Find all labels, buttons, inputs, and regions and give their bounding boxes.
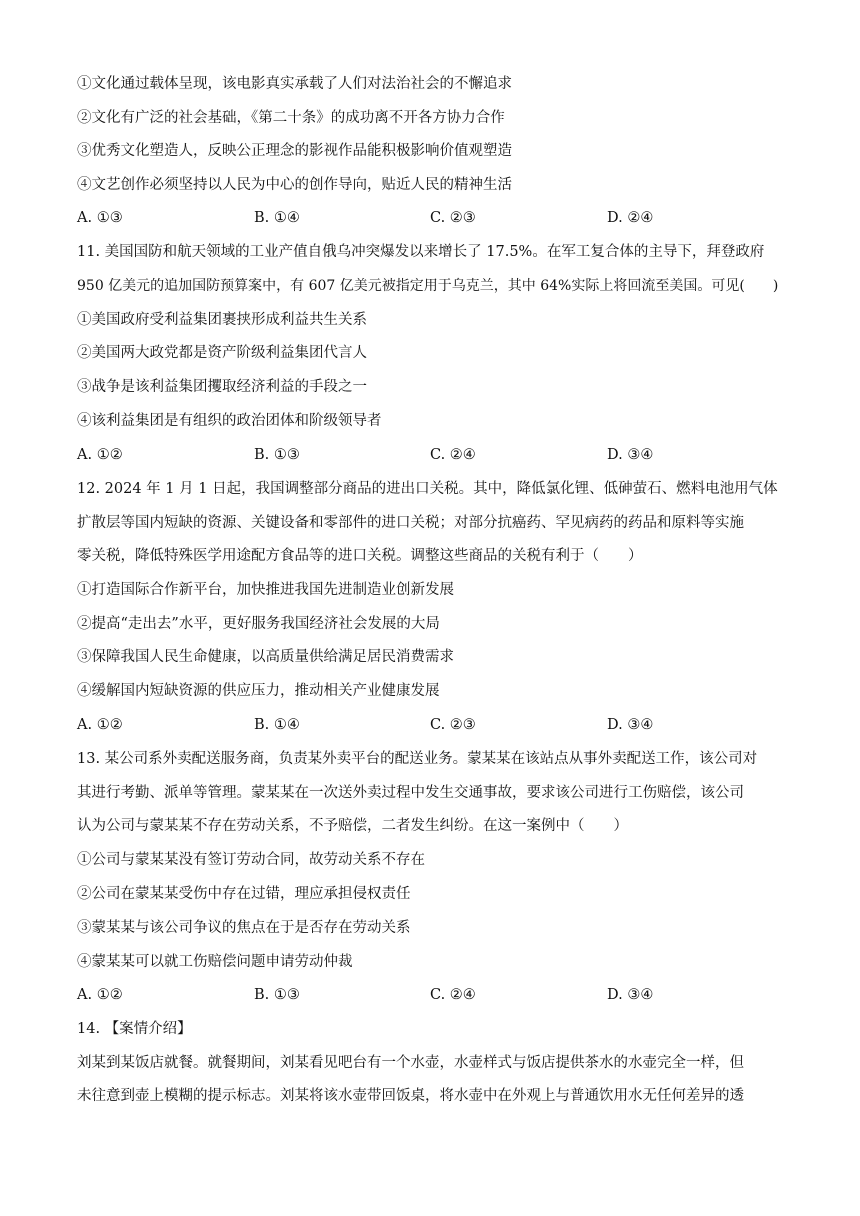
q10-statement-4: ④文艺创作必须坚持以人民为中心的创作导向，贴近人民的精神生活 bbox=[77, 177, 512, 193]
q10-statement-3: ③优秀文化塑造人，反映公正理念的影视作品能积极影响价值观塑造 bbox=[77, 143, 512, 159]
q12-stem-line-1: 12. 2024 年 1 月 1 日起，我国调整部分商品的进出口关税。其中，降低氯化锂、低砷萤石、燃料电池用气体 bbox=[77, 481, 778, 497]
q12-option-a: A. ①② bbox=[77, 717, 123, 733]
q11-statement-3: ③战争是该利益集团攫取经济利益的手段之一 bbox=[77, 379, 367, 395]
q13-option-d: D. ③④ bbox=[607, 987, 654, 1003]
q11-statement-2: ②美国两大政党都是资产阶级利益集团代言人 bbox=[77, 345, 367, 361]
q13-statement-3: ③蒙某某与该公司争议的焦点在于是否存在劳动关系 bbox=[77, 920, 411, 936]
q13-stem-line-2: 其进行考勤、派单等管理。蒙某某在一次送外卖过程中发生交通事故，要求该公司进行工伤赔偿，该公司 bbox=[77, 785, 744, 801]
q12-statement-4: ④缓解国内短缺资源的供应压力，推动相关产业健康发展 bbox=[77, 683, 440, 699]
q11-stem-line-1: 11. 美国国防和航天领域的工业产值自俄乌冲突爆发以来增长了 17.5%。在军工复合体的主导下，拜登政府 bbox=[77, 244, 765, 260]
q13-option-c: C. ②④ bbox=[430, 987, 476, 1003]
q12-option-b: B. ①④ bbox=[254, 717, 300, 733]
q12-stem-line-2: 扩散层等国内短缺的资源、关键设备和零部件的进口关税；对部分抗癌药、罕见病药的药品和原料等实施 bbox=[77, 515, 744, 531]
q10-option-c: C. ②③ bbox=[430, 210, 476, 226]
q13-statement-4: ④蒙某某可以就工伤赔偿问题申请劳动仲裁 bbox=[77, 954, 353, 970]
q10-option-a: A. ①③ bbox=[77, 210, 123, 226]
q12-stem-line-3: 零关税，降低特殊医学用途配方食品等的进口关税。调整这些商品的关税有利于（ ） bbox=[77, 548, 643, 564]
q12-statement-1: ①打造国际合作新平台，加快推进我国先进制造业创新发展 bbox=[77, 582, 454, 598]
q13-option-a: A. ①② bbox=[77, 987, 123, 1003]
q11-option-b: B. ①③ bbox=[254, 447, 300, 463]
q12-statement-3: ③保障我国人民生命健康，以高质量供给满足居民消费需求 bbox=[77, 649, 454, 665]
q14-body-line-2: 未往意到壶上模糊的提示标志。刘某将该水壶带回饭桌，将水壶中在外观上与普通饮用水无任何差异的透 bbox=[77, 1088, 744, 1104]
q11-stem-line-2: 950 亿美元的追加国防预算案中，有 607 亿美元被指定用于乌克兰，其中 64%实际上将回流至美国。可见( ) bbox=[77, 278, 779, 294]
q12-statement-2: ②提高“走出去”水平，更好服务我国经济社会发展的大局 bbox=[77, 616, 440, 632]
q11-option-a: A. ①② bbox=[77, 447, 123, 463]
q14-heading: 14. 【案情介绍】 bbox=[77, 1021, 192, 1037]
q12-option-c: C. ②③ bbox=[430, 717, 476, 733]
q13-statement-1: ①公司与蒙某某没有签订劳动合同，故劳动关系不存在 bbox=[77, 852, 425, 868]
q11-option-c: C. ②④ bbox=[430, 447, 476, 463]
q10-statement-2: ②文化有广泛的社会基础，《第二十条》的成功离不开各方协力合作 bbox=[77, 110, 505, 126]
q13-option-b: B. ①③ bbox=[254, 987, 300, 1003]
q12-option-d: D. ③④ bbox=[607, 717, 654, 733]
q10-option-b: B. ①④ bbox=[254, 210, 300, 226]
q11-option-d: D. ③④ bbox=[607, 447, 654, 463]
q13-stem-line-3: 认为公司与蒙某某不存在劳动关系，不予赔偿，二者发生纠纷。在这一案例中（ ） bbox=[77, 818, 628, 834]
q11-statement-4: ④该利益集团是有组织的政治团体和阶级领导者 bbox=[77, 413, 382, 429]
q10-option-d: D. ②④ bbox=[607, 210, 654, 226]
q14-body-line-1: 刘某到某饭店就餐。就餐期间，刘某看见吧台有一个水壶，水壶样式与饭店提供茶水的水壶完全一样，但 bbox=[77, 1055, 744, 1071]
q13-stem-line-1: 13. 某公司系外卖配送服务商，负责某外卖平台的配送业务。蒙某某在该站点从事外卖配送工作，该公司对 bbox=[77, 751, 758, 767]
q13-statement-2: ②公司在蒙某某受伤中存在过错，理应承担侵权责任 bbox=[77, 886, 411, 902]
q11-statement-1: ①美国政府受利益集团裹挟形成利益共生关系 bbox=[77, 312, 367, 328]
q10-statement-1: ①文化通过载体呈现，该电影真实承载了人们对法治社会的不懈追求 bbox=[77, 76, 512, 92]
